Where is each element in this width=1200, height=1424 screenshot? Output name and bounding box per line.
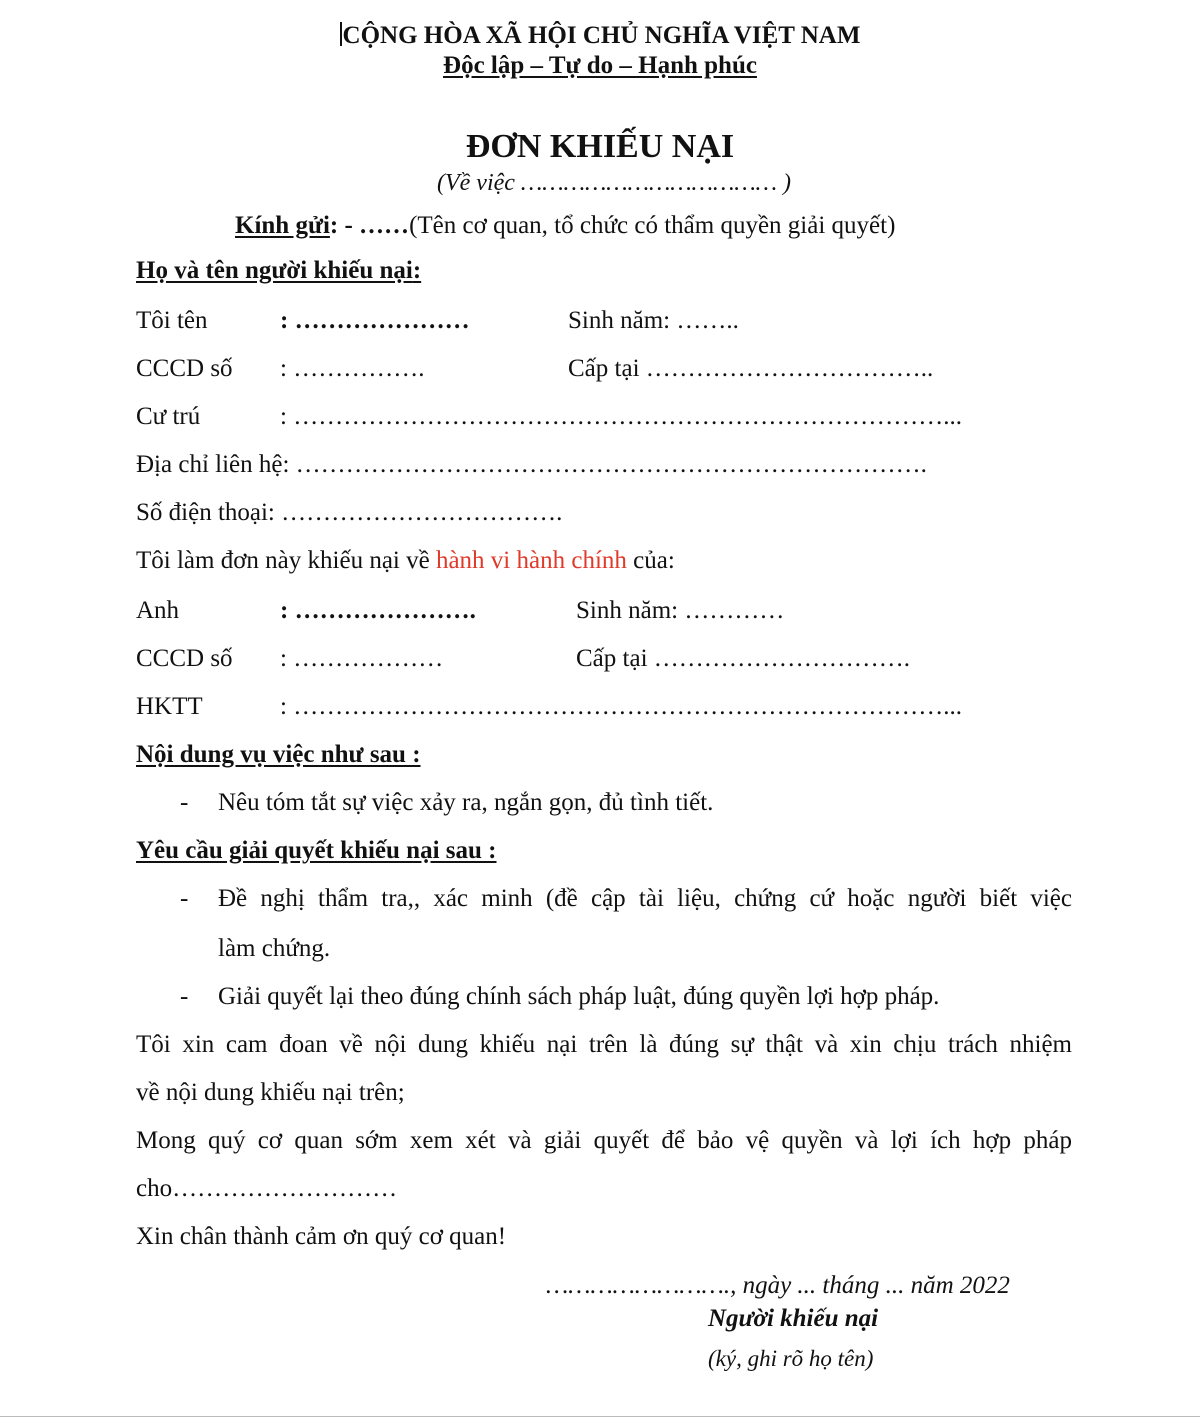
request-bullet-2: - xyxy=(180,983,189,1010)
complainant-id-field: : ……………. xyxy=(280,355,425,382)
complainant-section-heading: Họ và tên người khiếu nại: xyxy=(136,257,422,284)
respondent-id-field: : ……………… xyxy=(280,645,444,672)
motto: Độc lập – Tự do – Hạnh phúc xyxy=(443,52,757,79)
request-line-2: cho……………………… xyxy=(136,1175,398,1202)
complainant-name-field: : ………………… xyxy=(280,307,470,334)
document-title: ĐƠN KHIẾU NẠI xyxy=(465,128,735,165)
signature-date-line: ……………………., ngày ... tháng ... năm 2022 xyxy=(546,1272,1010,1299)
complaint-intro: Tôi làm đơn này khiếu nại về hành vi hành chính của: xyxy=(136,547,675,574)
request-item-1-line-2: làm chứng. xyxy=(218,935,331,962)
request-line-1: Mong quý cơ quan sớm xem xét và giải quyết để bảo vệ quyền và lợi ích hợp pháp xyxy=(136,1127,1072,1154)
respondent-birth-field: Sinh năm: ………… xyxy=(576,597,785,624)
respondent-residence-label: HKTT xyxy=(136,693,203,720)
request-bullet-1: - xyxy=(180,885,189,912)
respondent-name-field: : …………………. xyxy=(280,597,476,624)
content-item: Nêu tóm tắt sự việc xảy ra, ngắn gọn, đủ tình tiết. xyxy=(218,789,714,816)
request-item-2: Giải quyết lại theo đúng chính sách pháp luật, đúng quyền lợi hợp pháp. xyxy=(218,983,940,1010)
requests-section-heading: Yêu cầu giải quyết khiếu nại sau : xyxy=(136,837,497,864)
complainant-birth-field: Sinh năm: …….. xyxy=(568,307,739,334)
content-bullet: - xyxy=(180,789,189,816)
addressee: Kính gửi: - ……(Tên cơ quan, tổ chức có thẩm quyền giải quyết) xyxy=(235,212,896,239)
complainant-contact-address: Địa chỉ liên hệ: …………………………………………………………………. xyxy=(136,451,927,478)
pledge-line-2: về nội dung khiếu nại trên; xyxy=(136,1079,405,1106)
pledge-line-1: Tôi xin cam đoan về nội dung khiếu nại trên là đúng sự thật và xin chịu trách nhiệm xyxy=(136,1031,1072,1058)
thanks-line: Xin chân thành cảm ơn quý cơ quan! xyxy=(136,1223,507,1250)
page-bottom-divider xyxy=(0,1416,1200,1417)
signer-title: Người khiếu nại xyxy=(708,1305,879,1332)
complainant-issued-field: Cấp tại …………………………….. xyxy=(568,355,934,382)
complainant-name-label: Tôi tên xyxy=(136,307,208,334)
complainant-id-label: CCCD số xyxy=(136,355,233,382)
signer-note: (ký, ghi rõ họ tên) xyxy=(708,1346,874,1371)
complainant-phone: Số điện thoại: ……………………………. xyxy=(136,499,563,526)
document-subject: (Về việc ……………………………… ) xyxy=(437,170,791,196)
national-title: CỘNG HÒA XÃ HỘI CHỦ NGHĨA VIỆT NAM xyxy=(0,22,1200,48)
respondent-issued-field: Cấp tại …………………………. xyxy=(576,645,911,672)
respondent-residence-field: : ……………………………………………………………………... xyxy=(280,693,962,720)
content-section-heading: Nội dung vụ việc như sau : xyxy=(136,741,421,768)
request-item-1-line-1: Đề nghị thẩm tra,, xác minh (đề cập tài liệu, chứng cứ hoặc người biết việc xyxy=(218,885,1072,912)
text-cursor xyxy=(340,22,342,46)
respondent-id-label: CCCD số xyxy=(136,645,233,672)
respondent-name-label: Anh xyxy=(136,597,180,624)
complainant-residence-field: : ……………………………………………………………………... xyxy=(280,403,962,430)
highlighted-phrase: hành vi hành chính xyxy=(435,547,627,574)
complainant-residence-label: Cư trú xyxy=(136,403,201,430)
